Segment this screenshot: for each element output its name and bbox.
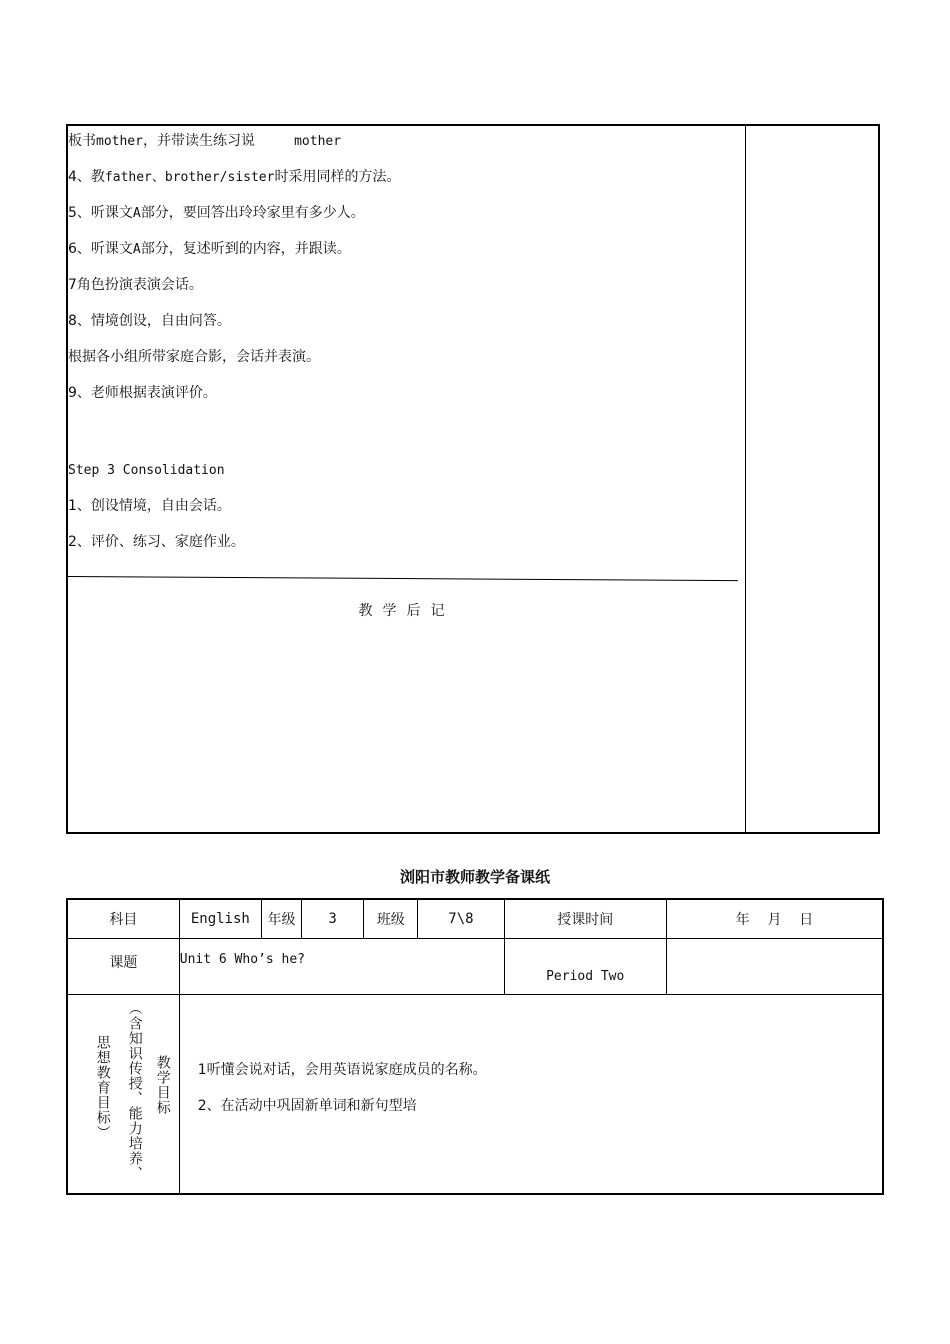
goals-label-sub: 思想教育目标）: [94, 1035, 111, 1140]
line-english: mother: [96, 134, 143, 149]
line-text: 板书: [68, 133, 96, 149]
line-text: 根据各小组所带家庭合影，会话并表演。: [68, 349, 320, 365]
goals-cell: [179, 995, 883, 1195]
line-text: 部分，要回答出玲玲家里有多少人。: [140, 205, 365, 221]
procedure-line: [68, 204, 365, 223]
section-divider: [68, 576, 738, 581]
table-row: [67, 939, 883, 995]
procedure-line: [68, 132, 341, 151]
procedure-line: [68, 312, 231, 330]
line-text: 8、情境创设，自由问答。: [68, 313, 231, 329]
line-english: A: [132, 206, 141, 221]
line-english: A: [132, 242, 141, 257]
procedure-line: [68, 240, 351, 259]
topic-value: Unit 6 Who’s he?: [179, 952, 305, 967]
procedure-line: [68, 168, 400, 187]
grade-label: 年级: [261, 899, 301, 939]
topic-label-cell: [67, 939, 179, 995]
procedure-line: [68, 533, 245, 551]
postscript-title: 教学后记: [358, 603, 455, 619]
period-cell: [504, 939, 666, 995]
procedure-line: [68, 348, 320, 366]
subject-label: 科目: [67, 899, 179, 939]
procedure-line: [68, 461, 225, 480]
line-text: 部分，复述听到的内容，并跟读。: [140, 241, 351, 257]
empty-cell: [666, 939, 883, 995]
subject-value: English: [179, 899, 261, 939]
procedure-line: [68, 276, 203, 294]
procedure-table: [66, 124, 880, 834]
line-text: 演表演会话。: [118, 277, 203, 293]
table-row: [67, 899, 883, 939]
procedure-line: [68, 497, 231, 515]
line-text: 6、听课文: [68, 241, 133, 257]
line-text: 5、听课文: [68, 205, 133, 221]
line-text: ，并带读生练习说: [142, 133, 255, 149]
table-divider: [745, 126, 746, 832]
line-english: mother: [254, 134, 342, 149]
goal-item: 1听懂会说对话，会用英语说家庭成员的名称。: [197, 1062, 487, 1078]
line-text: 1、创设情境，自由会话。: [68, 498, 231, 514]
goal-item: 2、在活动中巩固新单词和新句型培: [197, 1098, 417, 1114]
class-value: 7\8: [418, 899, 504, 939]
topic-label: 课题: [109, 955, 138, 971]
date-field: 年 月 日: [666, 899, 883, 939]
lesson-plan-table: [66, 898, 884, 1195]
line-text: 4、教: [68, 169, 105, 185]
goals-label-cell: [67, 995, 179, 1195]
time-label: 授课时间: [504, 899, 666, 939]
line-text: 2、评价、练习、家庭作业。: [68, 534, 245, 550]
line-english: father、brother/sister: [104, 170, 275, 185]
topic-cell: [179, 939, 504, 995]
line-text: 时采用同样的方法。: [274, 169, 401, 185]
table-row: [67, 995, 883, 1195]
step-heading: Step 3 Consolidation: [68, 463, 225, 478]
class-label: 班级: [364, 899, 418, 939]
goals-label-sub: （含知识传授、能力培养、: [126, 1001, 143, 1181]
line-text: 9、老师根据表演评价。: [68, 385, 217, 401]
period-value: Period Two: [546, 969, 625, 984]
procedure-line: [68, 384, 217, 402]
grade-value: 3: [302, 899, 364, 939]
line-text: 7角色扮: [68, 277, 119, 293]
doc-title: 浏阳市教师教学备课纸: [399, 868, 550, 886]
goals-label: 教学目标: [154, 1055, 171, 1115]
